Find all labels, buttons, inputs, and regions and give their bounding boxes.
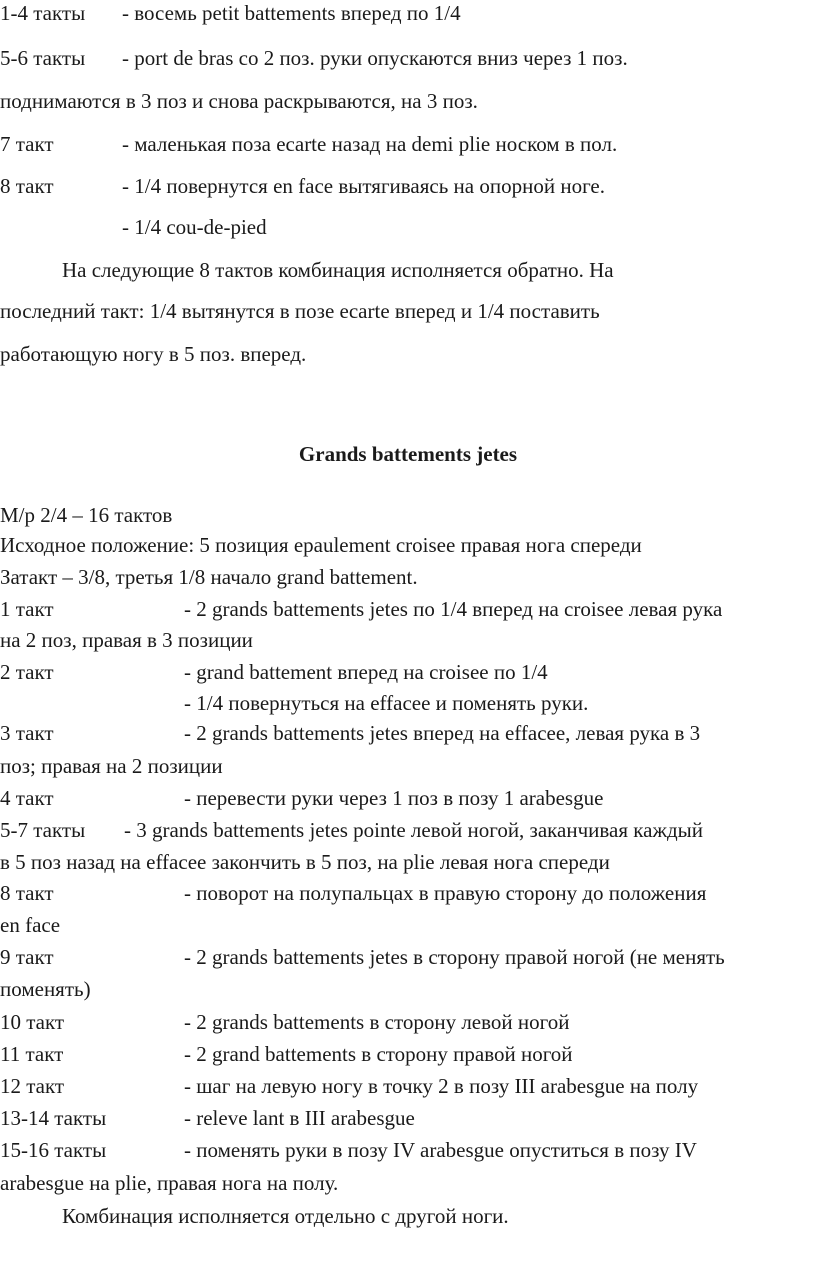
paragraph-line: последний такт: 1/4 вытянутся в позе ecarte вперед и 1/4 поставить: [0, 299, 600, 323]
bar-label: 8 такт: [0, 174, 54, 198]
bar-description: - поворот на полупальцах в правую сторону до положения: [184, 881, 707, 905]
bar-label: 10 такт: [0, 1010, 65, 1034]
closing-line: Комбинация исполняется отдельно с другой ноги.: [62, 1204, 509, 1228]
bar-description: - 2 grands battements jetes вперед на effacee, левая рука в 3: [184, 721, 701, 745]
bar-description: на 2 поз, правая в 3 позиции: [0, 628, 253, 652]
bar-label: 12 такт: [0, 1074, 65, 1098]
bar-description: поменять): [0, 977, 91, 1001]
bar-description: - port de bras со 2 поз. руки опускаются вниз через 1 поз.: [122, 46, 628, 70]
intro-line: Исходное положение: 5 позиция epaulement croisee правая нога спереди: [0, 533, 642, 557]
bar-description: - 3 grands battements jetes pointe левой ногой, заканчивая каждый: [124, 818, 704, 842]
bar-label: 3 такт: [0, 721, 54, 745]
bar-label: 11 такт: [0, 1042, 64, 1066]
bar-description: в 5 поз назад на effacee закончить в 5 поз, на plie левая нога спереди: [0, 850, 610, 874]
bar-label: 2 такт: [0, 660, 54, 684]
bar-description: en face: [0, 913, 61, 937]
bar-description: - маленькая поза ecarte назад на demi plie носком в пол.: [122, 132, 618, 156]
bar-label: 5-6 такты: [0, 46, 86, 70]
bar-description: - 2 grands battements jetes в сторону правой ногой (не менять: [184, 945, 725, 969]
bar-description: поднимаются в 3 поз и снова раскрываются, на 3 поз.: [0, 89, 478, 113]
bar-description: - 2 grands battements в сторону левой ногой: [184, 1010, 570, 1034]
paragraph-line: работающую ногу в 5 поз. вперед.: [0, 342, 307, 366]
bar-label: 4 такт: [0, 786, 54, 810]
bar-description: - 2 grand battements в сторону правой ногой: [184, 1042, 573, 1066]
bar-description: - 1/4 повернуться на effacee и поменять руки.: [184, 691, 589, 715]
bar-description: - releve lant в III arabesgue: [184, 1106, 415, 1130]
bar-label: 8 такт: [0, 881, 54, 905]
bar-description: arabesgue на plie, правая нога на полу.: [0, 1171, 339, 1195]
bar-description: - grand battement вперед на croisee по 1/4: [184, 660, 548, 684]
bar-label: 9 такт: [0, 945, 54, 969]
bar-label: 1-4 такты: [0, 1, 86, 25]
bar-description: - перевести руки через 1 поз в позу 1 arabesgue: [184, 786, 604, 810]
bar-description: - восемь petit battements вперед по 1/4: [122, 1, 461, 25]
intro-line: М/р 2/4 – 16 тактов: [0, 503, 173, 527]
paragraph-line: На следующие 8 тактов комбинация исполняется обратно. На: [62, 258, 614, 282]
bar-description: - поменять руки в позу IV arabesgue опуститься в позу IV: [184, 1138, 697, 1162]
bar-description: - 2 grands battements jetes по 1/4 вперед на croisee левая рука: [184, 597, 723, 621]
bar-description: - 1/4 повернутся en face вытягиваясь на опорной ноге.: [122, 174, 605, 198]
intro-line: Затакт – 3/8, третья 1/8 начало grand battement.: [0, 565, 418, 589]
bar-label: 15-16 такты: [0, 1138, 107, 1162]
bar-description: - 1/4 cou-de-pied: [122, 215, 267, 239]
bar-label: 13-14 такты: [0, 1106, 107, 1130]
section-title: Grands battements jetes: [298, 442, 518, 466]
bar-label: 5-7 такты: [0, 818, 86, 842]
bar-label: 1 такт: [0, 597, 54, 621]
bar-description: поз; правая на 2 позиции: [0, 754, 223, 778]
bar-label: 7 такт: [0, 132, 54, 156]
bar-description: - шаг на левую ногу в точку 2 в позу III arabesgue на полу: [184, 1074, 699, 1098]
